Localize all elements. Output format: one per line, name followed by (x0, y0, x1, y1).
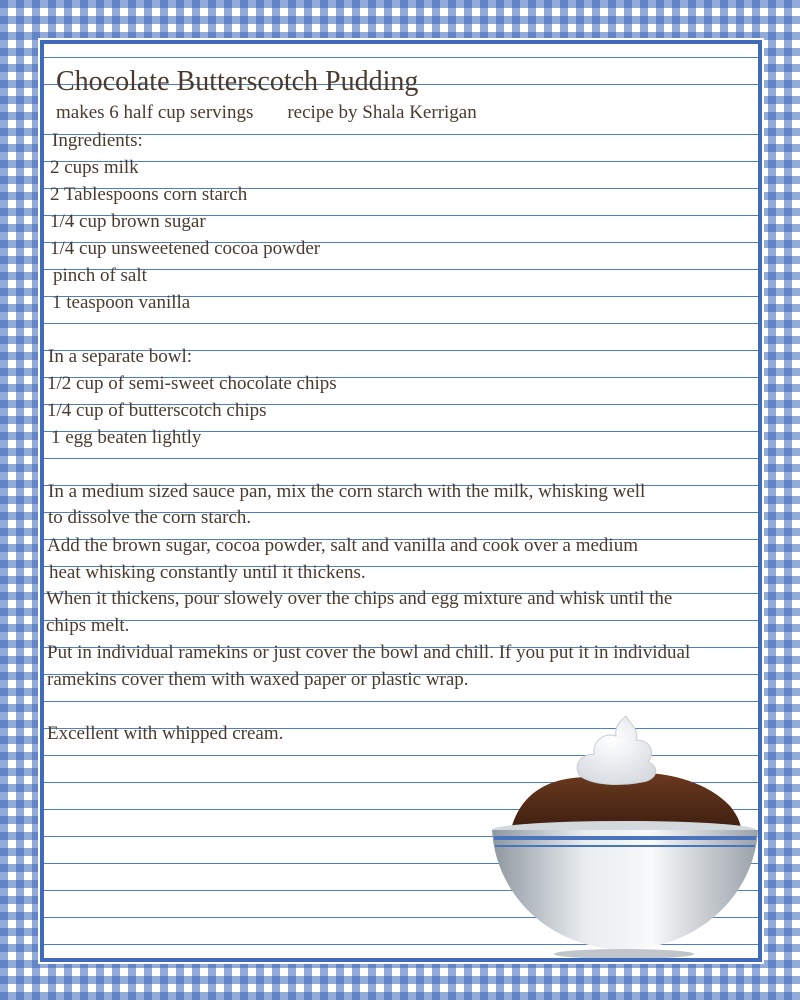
separate-item: 1 egg beaten lightly (51, 427, 202, 448)
recipe-title: Chocolate Butterscotch Pudding (56, 66, 419, 97)
whipped-cream (577, 716, 656, 784)
servings-text: makes 6 half cup servings (56, 102, 254, 123)
bowl-body (492, 830, 758, 950)
separate-item: 1/4 cup of butterscotch chips (47, 400, 267, 421)
ingredient-item: 1 teaspoon vanilla (52, 292, 191, 313)
instruction-line: Add the brown sugar, cocoa powder, salt and vanilla and cook over a medium (47, 535, 638, 556)
ingredient-item: 2 cups milk (50, 157, 139, 178)
ingredient-item: 1/4 cup brown sugar (50, 211, 206, 232)
author-text: recipe by Shala Kerrigan (287, 102, 477, 123)
serving-note: Excellent with whipped cream. (47, 723, 284, 744)
instruction-line: In a medium sized sauce pan, mix the corn starch with the milk, whisking well (48, 481, 646, 502)
recipe-subtitle (56, 102, 477, 124)
ingredients-heading: Ingredients: (52, 130, 143, 151)
instruction-line: Put in individual ramekins or just cover the bowl and chill. If you put it in individual (47, 642, 691, 663)
instruction-line: ramekins cover them with waxed paper or plastic wrap. (47, 669, 469, 690)
instruction-line: chips melt. (46, 615, 130, 636)
pudding-bowl-icon (490, 716, 760, 960)
instruction-line: When it thickens, pour slowely over the chips and egg mixture and whisk until the (46, 588, 673, 609)
separate-bowl-heading: In a separate bowl: (48, 346, 193, 367)
ingredient-item: pinch of salt (53, 265, 147, 286)
ingredient-item: 2 Tablespoons corn starch (50, 184, 248, 205)
instruction-line: heat whisking constantly until it thickens. (49, 562, 366, 583)
ingredient-item: 1/4 cup unsweetened cocoa powder (50, 238, 321, 259)
separate-item: 1/2 cup of semi-sweet chocolate chips (47, 373, 337, 394)
instruction-line: to dissolve the corn starch. (48, 507, 252, 528)
recipe-card (40, 40, 762, 962)
